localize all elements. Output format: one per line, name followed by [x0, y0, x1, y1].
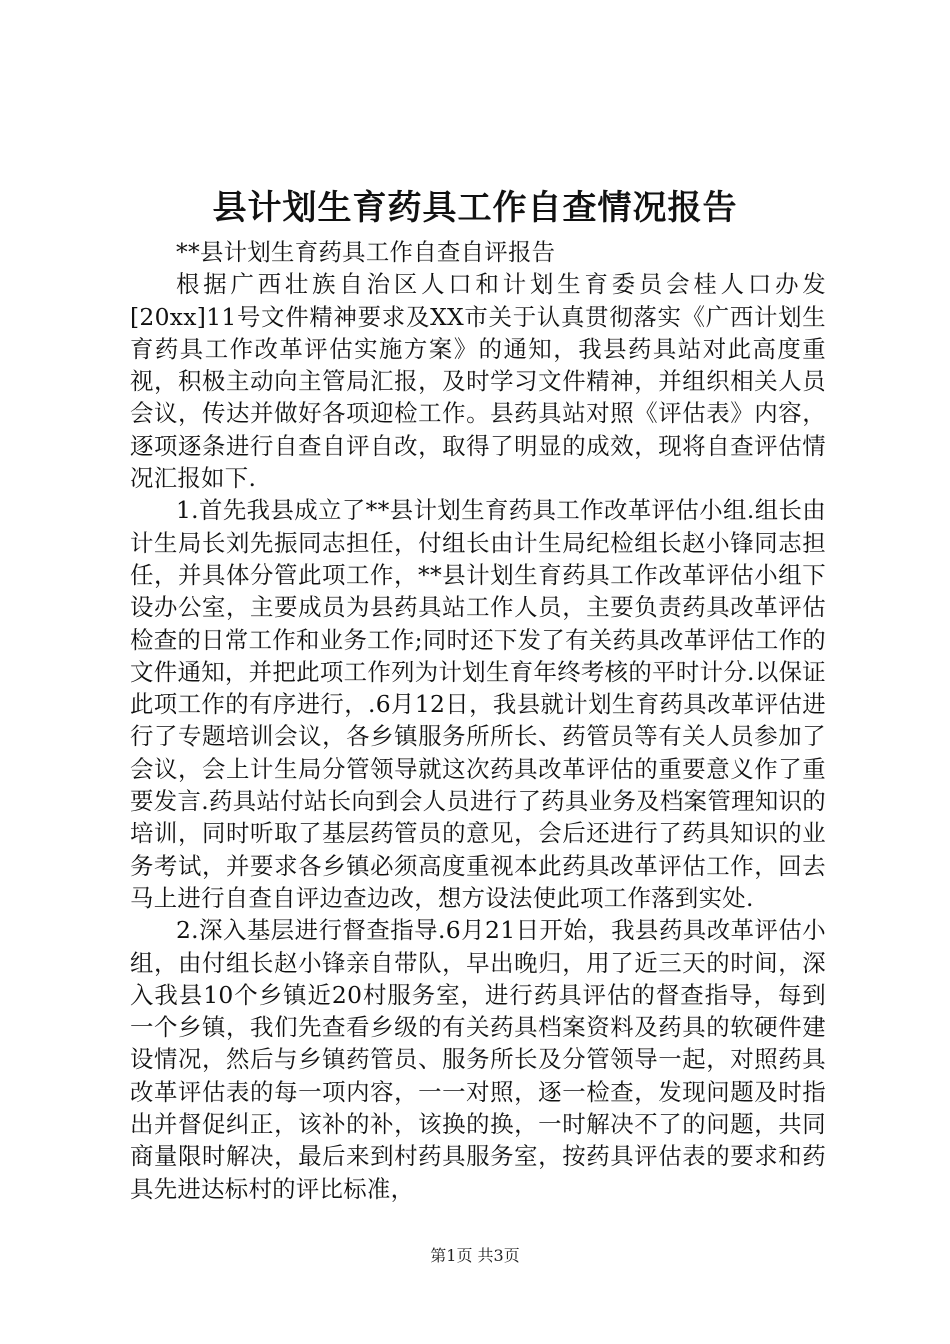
- page-number-footer: 第1页 共3页: [430, 1246, 520, 1265]
- report-subtitle: **县计划生育药具工作自查自评报告: [176, 238, 556, 266]
- document-body: [130, 236, 826, 1205]
- section-1-paragraph: 1.首先我县成立了**县计划生育药具工作改革评估小组.组长由计生局长刘先振同志担任，付组长由计生局纪检组长赵小锋同志担任，并具体分管此项工作，**县计划生育药具工作改革评估小组下设办公室，主要成员为县药具站工作人员，主要负责药具改革评估检查的日常工作和业务工作;同时还下发了有关药具改革评估工作的文件通知，并把此项工作列为计划生育年终考核的平时计分.以保证此项工作的有序进行，.6月12日，我县就计划生育药具改革评估进行了专题培训会议，各乡镇服务所所长、药管员等有关人员参加了会议，会上计生局分管领导就这次药具改革评估的重要意义作了重要发言.药具站付站长向到会人员进行了药具业务及档案管理知识的培训，同时听取了基层药管员的意见，会后还进行了药具知识的业务考试，并要求各乡镇必须高度重视本此药具改革评估工作，回去马上进行自查自评边查边改，想方设法使此项工作落到实处.: [130, 496, 826, 912]
- document-title: 县计划生育药具工作自查情况报告: [212, 188, 738, 228]
- intro-paragraph: 根据广西壮族自治区人口和计划生育委员会桂人口办发[20xx]11号文件精神要求及XX市关于认真贯彻落实《广西计划生育药具工作改革评估实施方案》的通知，我县药具站对此高度重视，积极主动向主管局汇报，及时学习文件精神，并组织相关人员会议，传达并做好各项迎检工作。县药具站对照《评估表》内容，逐项逐条进行自查自评自改，取得了明显的成效，现将自查评估情况汇报如下.: [130, 270, 826, 493]
- section-2-paragraph: 2.深入基层进行督查指导.6月21日开始，我县药具改革评估小组，由付组长赵小锋亲自带队，早出晚归，用了近三天的时间，深入我县10个乡镇近20村服务室，进行药具评估的督查指导，每到一个乡镇，我们先查看乡级的有关药具档案资料及药具的软硬件建设情况，然后与乡镇药管员、服务所长及分管领导一起，对照药具改革评估表的每一项内容，一一对照，逐一检查，发现问题及时指出并督促纠正，该补的补，该换的换，一时解决不了的问题，共同商量限时解决，最后来到村药具服务室，按药具评估表的要求和药具先进达标村的评比标准，: [130, 916, 826, 1203]
